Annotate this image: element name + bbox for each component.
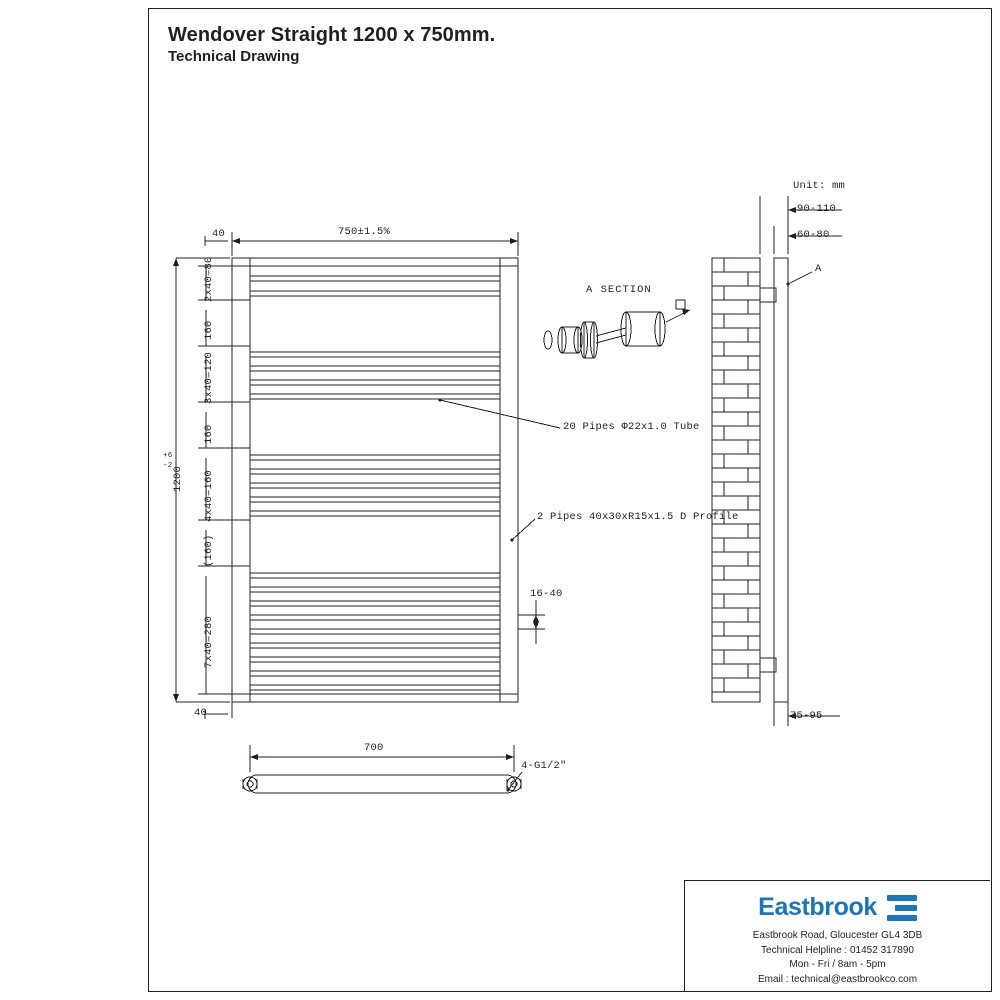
company-address: Eastbrook Road, Gloucester GL4 3DB [752,930,923,941]
unit-note: Unit: mm [793,180,846,192]
dim-top-offset: 40 [212,228,226,240]
dim-group-2x40: 2x40=80 [203,256,215,302]
company-info-block [684,880,990,991]
dim-gap-160-c: (160) [203,534,215,567]
note-pipes-profile: 2 Pipes 40x30xR15x1.5 D Profile [537,511,739,523]
page-title: Wendover Straight 1200 x 750mm. [168,24,496,46]
eastbrook-waves-icon [887,895,917,921]
dim-gap-160-b: 160 [203,424,215,444]
company-email: Email : technical@eastbrookco.com [757,973,918,985]
dim-plan-width: 700 [364,742,384,754]
dim-bottom-offset: 40 [194,707,208,719]
dim-group-7x40: 7x40=280 [203,615,215,668]
dim-side-depth-outer: 90-110 [797,203,837,215]
dim-gap-160-a: 160 [203,320,215,340]
dim-overall-height-tol-minus: -2 [163,462,173,470]
company-contact [685,929,990,987]
dim-bar-spacing: 16-40 [530,588,563,600]
company-logo [685,893,990,922]
dim-overall-height: 1200 [172,465,184,492]
dim-group-3x40: 3x40=120 [203,351,215,404]
section-label: A SECTION [586,284,652,296]
company-hours: Mon - Fri / 8am - 5pm [789,959,886,970]
dim-side-depth-inner: 60-80 [797,229,830,241]
dim-side-bottom: 75-95 [790,710,823,722]
dim-overall-height-tol-plus: +6 [163,452,173,460]
note-pipes-tube: 20 Pipes Φ22x1.0 Tube [563,421,700,433]
page-subtitle: Technical Drawing [168,48,300,65]
dim-group-4x40: 4x40=160 [203,469,215,522]
company-name: Eastbrook [758,893,877,921]
company-helpline: Technical Helpline : 01452 317890 [761,944,914,956]
dim-plan-thread: 4-G1/2" [521,760,567,772]
dim-width: 750±1.5% [338,226,391,238]
section-marker-a: A [815,263,822,275]
